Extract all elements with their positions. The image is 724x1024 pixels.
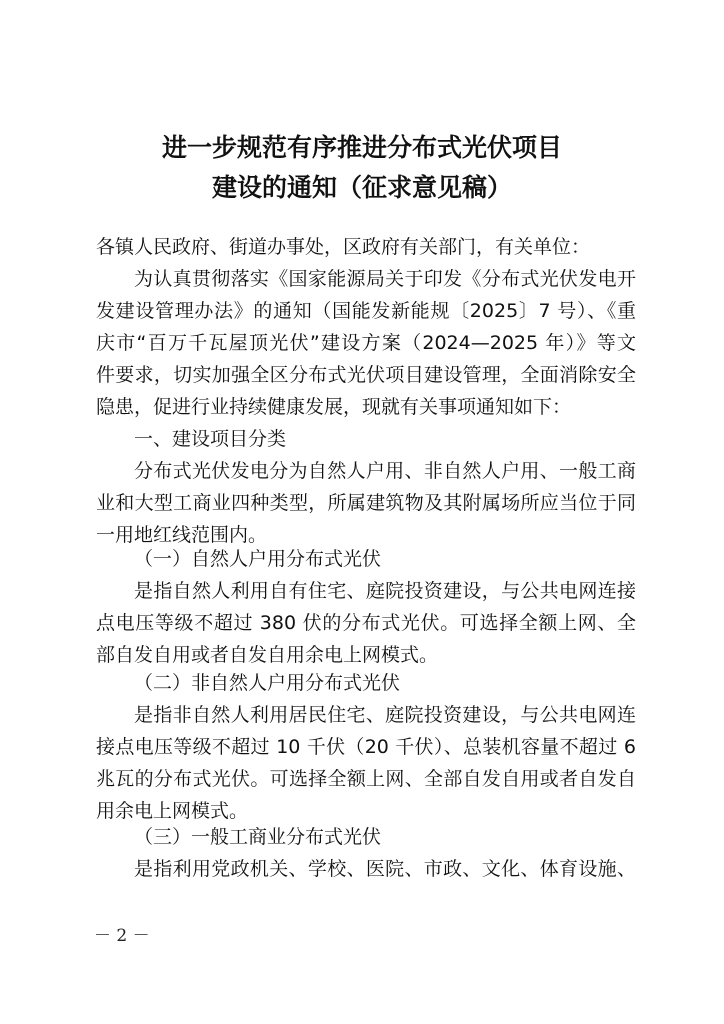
subsection-2-body-line: 是指非自然人利用居民住宅、庭院投资建设，与公共电网连 (134, 704, 636, 726)
page-number: － 2 － (94, 926, 150, 946)
section-1-body-line: 一用地红线范围内。 (96, 524, 268, 546)
document-title-line-2: 建设的通知（征求意见稿） (211, 173, 512, 202)
subsection-3-body-line: 是指利用党政机关、学校、医院、市政、文化、体育设施、 (134, 858, 636, 880)
intro-line: 件要求，切实加强全区分布式光伏项目建设管理，全面消除安全 (96, 364, 636, 386)
intro-line: 隐患，促进行业持续健康发展，现就有关事项通知如下： (96, 396, 572, 418)
salutation: 各镇人民政府、街道办事处，区政府有关部门，有关单位： (96, 236, 591, 258)
section-1-body-line: 分布式光伏发电分为自然人户用、非自然人户用、一般工商 (134, 460, 636, 482)
subsection-3-heading: （三）一般工商业分布式光伏 (134, 826, 382, 848)
subsection-1-body-line: 部自发自用或者自发自用余电上网模式。 (96, 644, 439, 666)
subsection-1-body-line: 点电压等级不超过 380 伏的分布式光伏。可选择全额上网、全 (96, 612, 636, 634)
intro-line: 发建设管理办法》的通知（国能发新能规〔2025〕7 号）、《重 (96, 300, 636, 322)
subsection-2-body-line: 兆瓦的分布式光伏。可选择全额上网、全部自发自用或者自发自 (96, 768, 636, 790)
subsection-1-body-line: 是指自然人利用自有住宅、庭院投资建设，与公共电网连接 (134, 580, 636, 602)
subsection-2-heading: （二）非自然人户用分布式光伏 (134, 672, 401, 694)
document-title-line-1: 进一步规范有序推进分布式光伏项目 (161, 133, 562, 162)
intro-line: 为认真贯彻落实《国家能源局关于印发《分布式光伏发电开 (134, 268, 636, 290)
section-1-heading: 一、建设项目分类 (134, 428, 287, 450)
section-1-body-line: 业和大型工商业四种类型，所属建筑物及其附属场所应当位于同 (96, 492, 636, 514)
subsection-2-body-line: 接点电压等级不超过 10 千伏（20 千伏）、总装机容量不超过 6 (96, 736, 636, 758)
subsection-2-body-line: 用余电上网模式。 (96, 800, 249, 822)
intro-line: 庆市“百万千瓦屋顶光伏”建设方案（2024—2025 年）》等文 (96, 332, 636, 354)
subsection-1-heading: （一）自然人户用分布式光伏 (134, 548, 382, 570)
